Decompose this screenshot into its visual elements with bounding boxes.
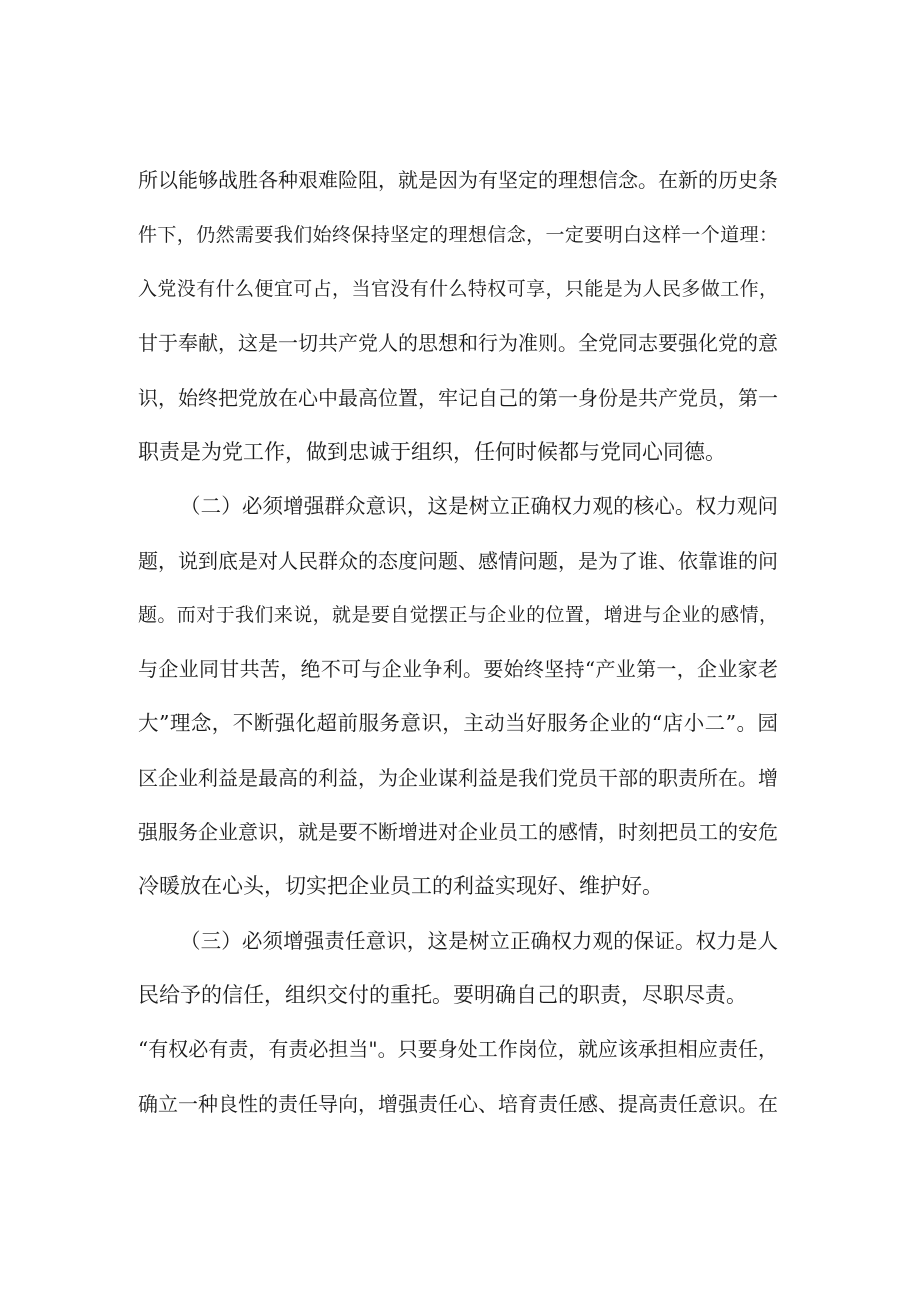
text-line-16: 民给予的信任，组织交付的重托。要明确自己的职责，尽职尽责。 (138, 983, 747, 1007)
text-line-10: 与企业同甘共苦，绝不可与企业争利。要始终坚持“产业第一，企业家老 (138, 657, 778, 681)
text-line-3: 入党没有什么便宜可占，当官没有什么特权可享，只能是为人民多做工作， (138, 278, 778, 300)
text-line-14: 冷暖放在心头，切实把企业员工的利益实现好、维护好。 (138, 874, 663, 898)
text-line-1: 所以能够战胜各种艰难险阻，就是因为有坚定的理想信念。在新的历史条 (138, 168, 778, 192)
text-line-2: 件下，仍然需要我们始终保持坚定的理想信念，一定要明白这样一个道理： (138, 224, 778, 246)
text-line-12: 区企业利益是最高的利益，为企业谋利益是我们党员干部的职责所在。增 (138, 766, 778, 790)
text-line-18: 确立一种良性的责任导向，增强责任心、培育责任感、提高责任意识。在 (138, 1092, 778, 1116)
text-line-6: 职责是为党工作，做到忠诚于组织，任何时候都与党同心同德。 (138, 440, 726, 464)
text-line-4: 甘于奉献，这是一切共产党人的思想和行为准则。全党同志要强化党的意 (138, 331, 778, 355)
text-line-9: 题。而对于我们来说，就是要自觉摆正与企业的位置，增进与企业的感情， (138, 604, 778, 626)
text-line-11: 大”理念，不断强化超前服务意识，主动当好服务企业的“店小二”。园 (138, 711, 778, 735)
text-line-13: 强服务企业意识，就是要不断增进对企业员工的感情，时刻把员工的安危 (138, 820, 778, 844)
text-line-15: （三）必须增强责任意识，这是树立正确权力观的保证。权力是人 (180, 929, 778, 953)
text-line-8: 题，说到底是对人民群众的态度问题、感情问题，是为了谁、依靠谁的问 (138, 549, 778, 573)
text-line-5: 识，始终把党放在心中最高位置，牢记自己的第一身份是共产党员，第一 (138, 386, 778, 410)
text-line-17: “有权必有责，有责必担当"。只要身处工作岗位，就应该承担相应责任， (138, 1037, 778, 1061)
text-line-7: （二）必须增强群众意识，这是树立正确权力观的核心。权力观问 (180, 494, 778, 518)
